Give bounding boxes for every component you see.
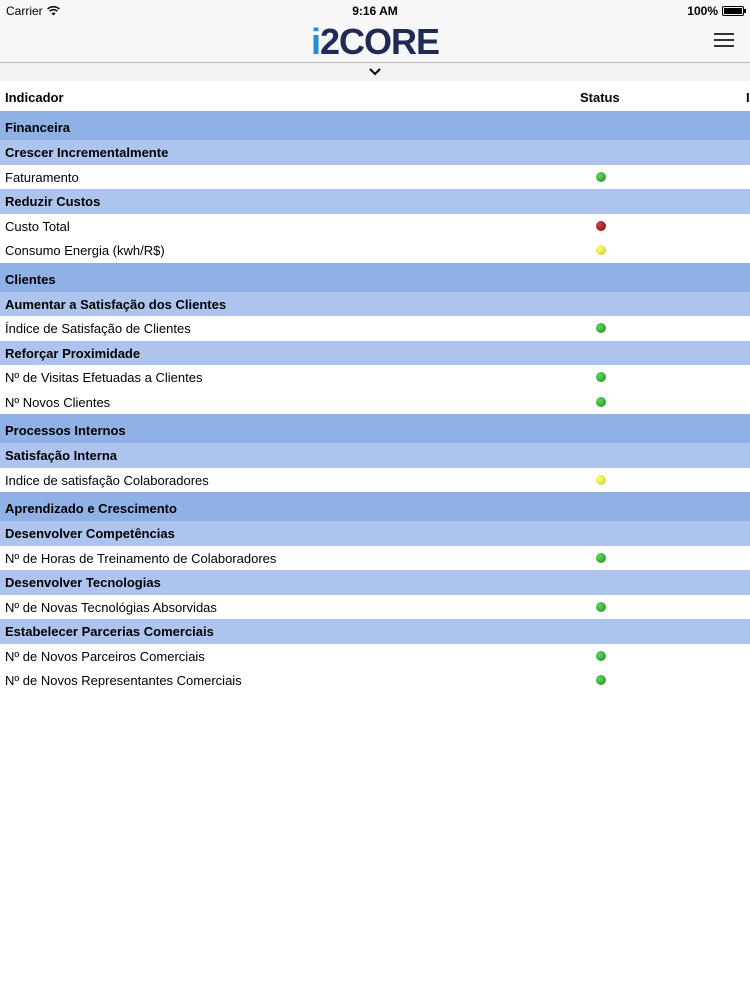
perspective-row[interactable]	[0, 414, 750, 443]
objective-row[interactable]	[0, 292, 750, 317]
row-label: Nº de Visitas Efetuadas a Clientes	[5, 370, 203, 385]
row-label: Faturamento	[5, 169, 79, 185]
indicator-row[interactable]	[0, 546, 750, 571]
column-header-clipped: I	[746, 90, 750, 105]
indicator-row[interactable]	[0, 390, 750, 415]
indicator-row[interactable]	[0, 214, 750, 239]
perspective-row[interactable]	[0, 492, 750, 521]
row-label: Reduzir Custos	[5, 194, 101, 209]
objective-row[interactable]	[0, 189, 750, 214]
row-label: Aumentar a Satisfação dos Clientes	[5, 296, 227, 312]
indicator-row[interactable]	[0, 468, 750, 493]
objective-row[interactable]	[0, 521, 750, 546]
objective-row[interactable]	[0, 570, 750, 595]
row-label: Clientes	[5, 271, 56, 287]
status-dot-green	[596, 323, 606, 333]
status-dot-red	[596, 221, 606, 231]
row-label: Crescer Incrementalmente	[5, 145, 169, 160]
status-dot-green	[596, 602, 606, 612]
objective-row[interactable]	[0, 443, 750, 468]
status-dot-yellow	[596, 475, 606, 485]
status-bar	[0, 0, 750, 22]
column-header-indicator: Indicador	[5, 90, 64, 105]
chevron-down-icon[interactable]	[369, 68, 381, 76]
row-label: Nº de Horas de Treinamento de Colaboradores	[5, 550, 277, 566]
row-label: Desenvolver Tecnologias	[5, 575, 161, 590]
objective-row[interactable]	[0, 140, 750, 165]
indicator-row[interactable]	[0, 644, 750, 669]
row-label: Desenvolver Competências	[5, 526, 175, 541]
row-label: Custo Total	[5, 218, 70, 234]
indicator-row[interactable]	[0, 165, 750, 190]
indicator-table	[0, 111, 750, 693]
logo-text: 2CORE	[319, 21, 440, 62]
row-label: Satisfação Interna	[5, 448, 117, 463]
row-label: Processos Internos	[5, 423, 126, 438]
row-label: Financeira	[5, 120, 71, 135]
indicator-row[interactable]	[0, 595, 750, 620]
status-dot-green	[596, 651, 606, 661]
hamburger-menu-icon[interactable]	[714, 33, 734, 49]
row-label: Consumo Energia (kwh/R$)	[5, 243, 165, 258]
indicator-row[interactable]	[0, 668, 750, 693]
nav-bar	[0, 22, 750, 63]
collapse-toggle[interactable]	[0, 63, 750, 81]
app-logo	[0, 23, 750, 61]
status-bar-right	[687, 4, 744, 18]
perspective-row[interactable]	[0, 263, 750, 292]
table-header	[0, 82, 750, 111]
status-dot-green	[596, 172, 606, 182]
status-dot-green	[596, 675, 606, 685]
row-label: Índice de Satisfação de Clientes	[5, 321, 191, 336]
logo-i: i	[310, 21, 320, 62]
status-dot-green	[596, 553, 606, 563]
indicator-row[interactable]	[0, 238, 750, 263]
row-label: Estabelecer Parcerias Comerciais	[5, 624, 214, 639]
status-dot-green	[596, 397, 606, 407]
clock: 9:16 AM	[352, 4, 398, 18]
column-header-status: Status	[580, 90, 620, 105]
indicator-row[interactable]	[0, 316, 750, 341]
perspective-row[interactable]	[0, 111, 750, 140]
row-label: Aprendizado e Crescimento	[5, 501, 177, 516]
row-label: Nº Novos Clientes	[5, 394, 111, 410]
battery-icon	[722, 6, 744, 16]
objective-row[interactable]	[0, 341, 750, 366]
objective-row[interactable]	[0, 619, 750, 644]
row-label: Nº de Novas Tecnológias Absorvidas	[5, 599, 217, 615]
row-label: Nº de Novos Representantes Comerciais	[5, 673, 242, 688]
status-dot-yellow	[596, 245, 606, 255]
row-label: Reforçar Proximidade	[5, 345, 141, 361]
carrier-label: Carrier	[6, 4, 43, 18]
indicator-row[interactable]	[0, 365, 750, 390]
battery-percent: 100%	[687, 4, 718, 18]
status-dot-green	[596, 372, 606, 382]
row-label: Nº de Novos Parceiros Comerciais	[5, 648, 205, 664]
row-label: Indice de satisfação Colaboradores	[5, 472, 209, 488]
